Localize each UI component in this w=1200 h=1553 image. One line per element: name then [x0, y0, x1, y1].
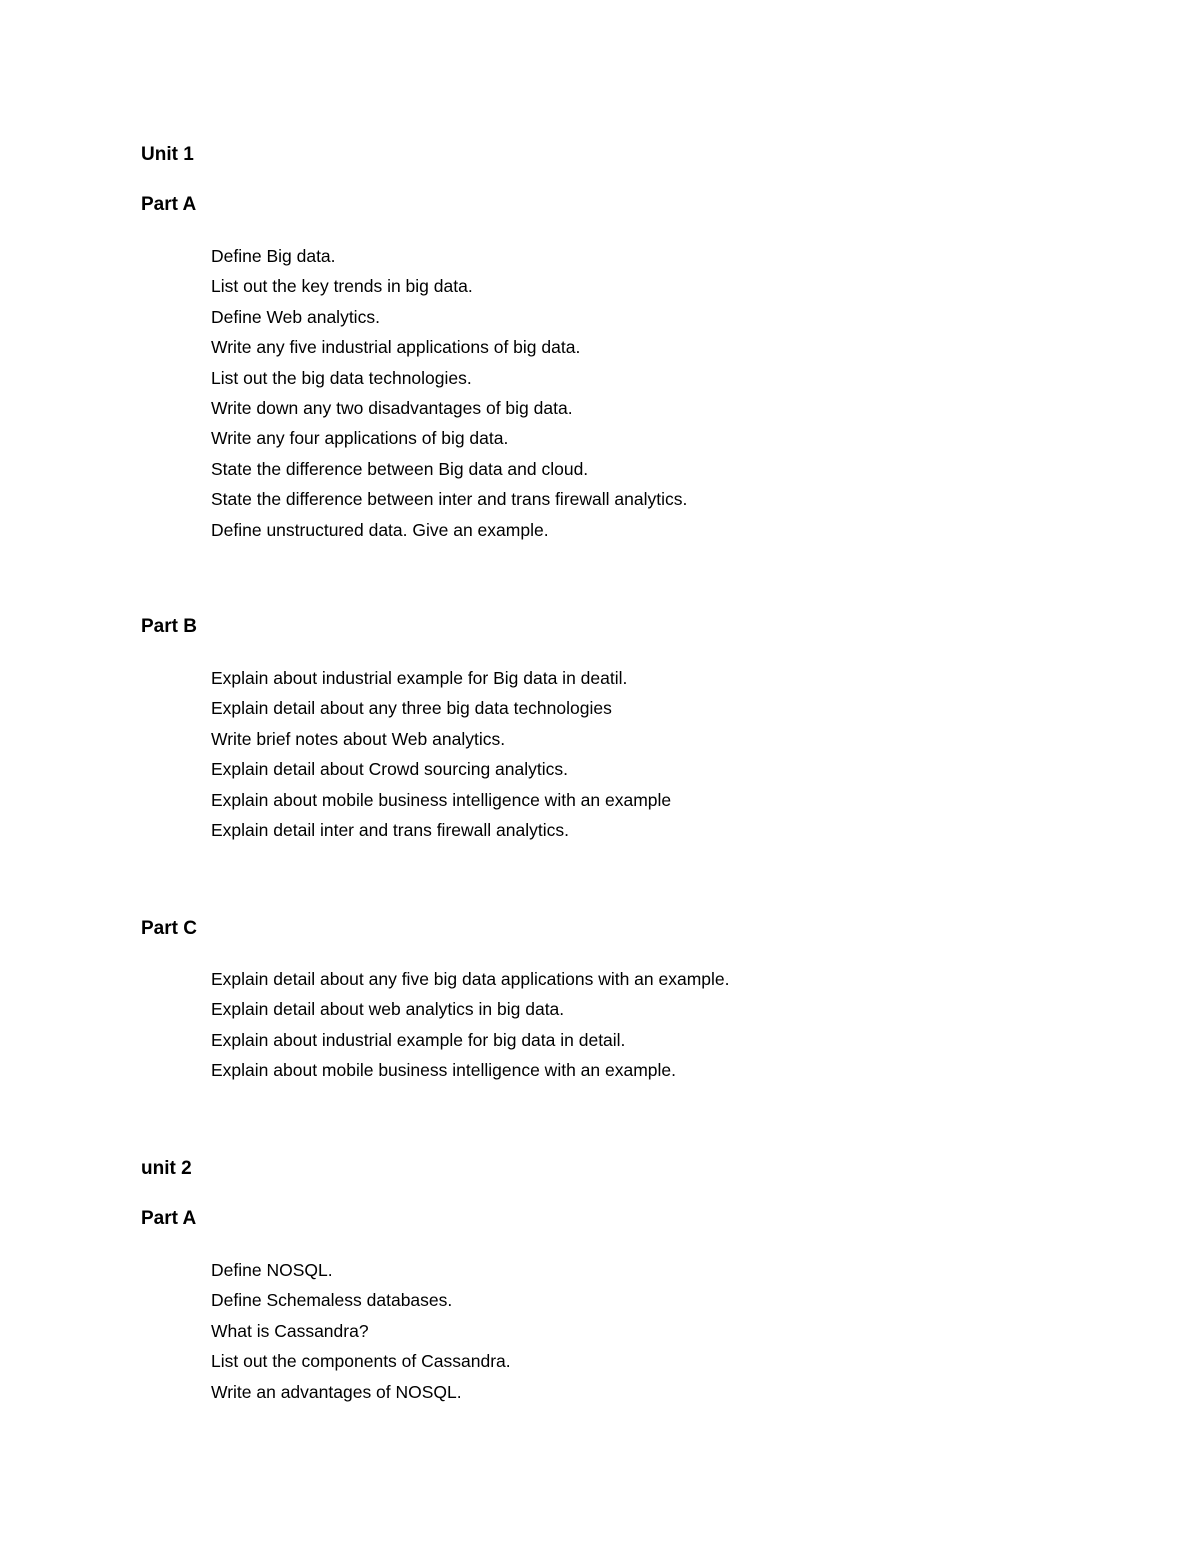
question-text: Write any five industrial applications of big data. — [211, 337, 581, 358]
unit-1-part-a-heading: Part A — [141, 194, 197, 215]
question-text: Explain detail about web analytics in big data. — [211, 999, 565, 1020]
question-text: Explain detail about any three big data technologies — [211, 698, 612, 719]
question-text: Explain detail about Crowd sourcing analytics. — [211, 759, 568, 780]
question-text: Write down any two disadvantages of big data. — [211, 397, 573, 418]
question-text: List out the big data technologies. — [211, 367, 472, 388]
question-text: Write any four applications of big data. — [211, 428, 509, 449]
unit-2-part-a-heading: Part A — [141, 1208, 197, 1229]
question-text: Explain about industrial example for big data in detail. — [211, 1029, 626, 1050]
question-text: Define Big data. — [211, 246, 336, 266]
question-text: Explain detail inter and trans firewall analytics. — [211, 819, 569, 840]
question-text: List out the key trends in big data. — [211, 276, 473, 297]
question-text: Explain detail about any five big data applications with an example. — [211, 969, 730, 989]
question-text: Define unstructured data. Give an example. — [211, 519, 549, 540]
unit-1-part-c-heading: Part C — [141, 918, 197, 939]
question-text: Write an advantages of NOSQL. — [211, 1381, 462, 1402]
question-text: What is Cassandra? — [211, 1320, 369, 1341]
question-text: List out the components of Cassandra. — [211, 1351, 511, 1372]
question-text: Explain about industrial example for Big data in deatil. — [211, 668, 628, 688]
unit-2-heading: unit 2 — [141, 1158, 192, 1179]
question-text: State the difference between inter and trans firewall analytics. — [211, 489, 688, 510]
question-text: Explain about mobile business intelligence with an example — [211, 789, 672, 810]
question-text: Explain about mobile business intelligence with an example. — [211, 1060, 676, 1081]
unit-1-part-b-heading: Part B — [141, 616, 197, 637]
question-text: Write brief notes about Web analytics. — [211, 728, 506, 749]
question-text: Define Schemaless databases. — [211, 1290, 453, 1311]
question-text: Define NOSQL. — [211, 1260, 333, 1280]
question-text: State the difference between Big data and cloud. — [211, 458, 589, 479]
unit-1-heading: Unit 1 — [141, 144, 194, 165]
question-text: Define Web analytics. — [211, 306, 380, 327]
